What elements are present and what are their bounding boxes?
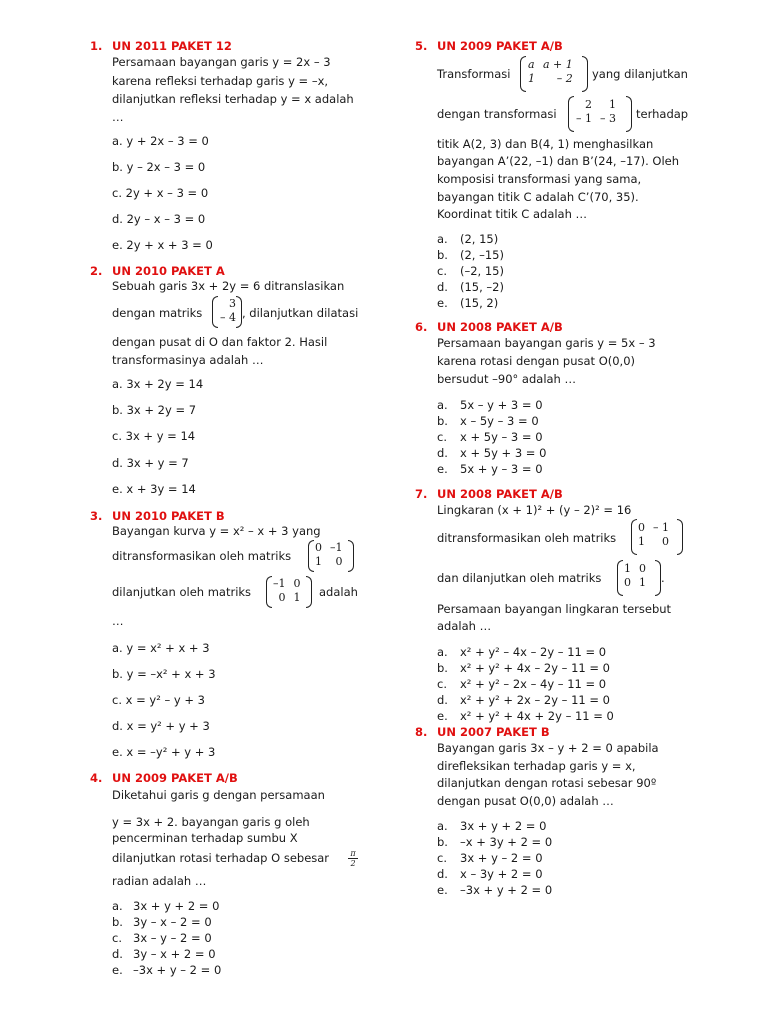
option-letter: e. bbox=[112, 963, 123, 977]
option-d: (15, –2) bbox=[460, 280, 504, 294]
option-letter: c. bbox=[437, 851, 447, 865]
question-number: 8. bbox=[415, 725, 428, 739]
question-text: dengan transformasi bbox=[437, 107, 557, 121]
option-a: x² + y² – 4x – 2y – 11 = 0 bbox=[460, 645, 607, 659]
pi-over-2-fraction: $\frac{\pi}{2}$ bbox=[348, 849, 358, 868]
option-d: d. 3x + y = 7 bbox=[112, 456, 189, 470]
option-letter: e. bbox=[437, 462, 448, 476]
option-letter: c. bbox=[437, 264, 447, 278]
question-text: pencerminan terhadap sumbu X bbox=[112, 831, 298, 845]
question-text: , dilanjutkan dilatasi bbox=[242, 306, 359, 320]
option-letter: c. bbox=[112, 931, 122, 945]
matrix-1: a a + 1 1 – 2 bbox=[520, 56, 588, 92]
question-heading: UN 2011 PAKET 12 bbox=[112, 39, 232, 53]
option-letter: d. bbox=[437, 693, 448, 707]
question-text: Koordinat titik C adalah … bbox=[437, 207, 588, 221]
question-heading: UN 2007 PAKET B bbox=[437, 725, 550, 739]
question-text: dilanjutkan oleh matriks bbox=[112, 585, 252, 599]
question-text: Lingkaran (x + 1)² + (y – 2)² = 16 bbox=[437, 503, 632, 517]
option-letter: a. bbox=[437, 645, 448, 659]
question-text: . bbox=[661, 571, 665, 585]
question-text: adalah bbox=[319, 585, 358, 599]
question-text: yang dilanjutkan bbox=[592, 67, 688, 81]
question-text: Persamaan bayangan lingkaran tersebut bbox=[437, 602, 672, 616]
option-b: –x + 3y + 2 = 0 bbox=[460, 835, 553, 849]
option-c: (–2, 15) bbox=[460, 264, 504, 278]
option-letter: a. bbox=[437, 819, 448, 833]
option-e: 5x + y – 3 = 0 bbox=[460, 462, 543, 476]
option-c: c. x = y² – y + 3 bbox=[112, 693, 205, 707]
option-c: 3x + y – 2 = 0 bbox=[460, 851, 543, 865]
matrix-1: 0 – 1 1 0 bbox=[631, 519, 683, 555]
question-number: 3. bbox=[90, 509, 103, 523]
option-b: b. y = –x² + x + 3 bbox=[112, 667, 216, 681]
question-heading: UN 2008 PAKET A/B bbox=[437, 320, 563, 334]
question-text: titik A(2, 3) dan B(4, 1) menghasilkan bbox=[437, 137, 654, 151]
option-d: x² + y² + 2x – 2y – 11 = 0 bbox=[460, 693, 610, 707]
option-e: –3x + y – 2 = 0 bbox=[133, 963, 222, 977]
question-text: Persamaan bayangan garis y = 5x – 3 bbox=[437, 336, 656, 350]
question-text: karena rotasi dengan pusat O(0,0) bbox=[437, 354, 636, 368]
option-letter: c. bbox=[437, 677, 447, 691]
question-text: terhadap bbox=[636, 107, 689, 121]
option-b: x² + y² + 4x – 2y – 11 = 0 bbox=[460, 661, 610, 675]
question-text: Persamaan bayangan garis y = 2x – 3 bbox=[112, 55, 331, 69]
question-number: 6. bbox=[415, 320, 428, 334]
option-letter: e. bbox=[437, 883, 448, 897]
question-text: y = 3x + 2. bayangan garis g oleh bbox=[112, 815, 310, 829]
option-b: (2, –15) bbox=[460, 248, 504, 262]
question-text: komposisi transformasi yang sama, bbox=[437, 172, 642, 186]
question-text: dilanjutkan rotasi terhadap O sebesar bbox=[112, 851, 330, 865]
question-text: bayangan A’(22, –1) dan B’(24, –17). Oleh bbox=[437, 154, 679, 168]
option-letter: a. bbox=[437, 232, 448, 246]
option-a: a. y = x² + x + 3 bbox=[112, 641, 210, 655]
option-letter: d. bbox=[437, 280, 448, 294]
option-c: 3x – y – 2 = 0 bbox=[133, 931, 212, 945]
option-letter: e. bbox=[437, 296, 448, 310]
option-letter: b. bbox=[437, 661, 448, 675]
option-d: d. 2y – x – 3 = 0 bbox=[112, 212, 206, 226]
question-text: Sebuah garis 3x + 2y = 6 ditranslasikan bbox=[112, 279, 345, 293]
question-text: Diketahui garis g dengan persamaan bbox=[112, 788, 325, 802]
option-letter: d. bbox=[437, 867, 448, 881]
question-heading: UN 2009 PAKET A/B bbox=[437, 39, 563, 53]
option-e: –3x + y + 2 = 0 bbox=[460, 883, 553, 897]
option-a: a. y + 2x – 3 = 0 bbox=[112, 134, 209, 148]
question-text: dengan pusat di O dan faktor 2. Hasil bbox=[112, 335, 328, 349]
question-number: 1. bbox=[90, 39, 103, 53]
option-b: b. 3x + 2y = 7 bbox=[112, 403, 197, 417]
question-text: Bayangan garis 3x – y + 2 = 0 apabila bbox=[437, 741, 659, 755]
option-letter: a. bbox=[112, 899, 123, 913]
question-text: … bbox=[112, 110, 124, 124]
matrix-2: –1 0 0 1 bbox=[266, 576, 312, 608]
option-letter: a. bbox=[437, 398, 448, 412]
question-heading: UN 2010 PAKET B bbox=[112, 509, 225, 523]
question-text: adalah … bbox=[437, 619, 492, 633]
option-d: 3y – x + 2 = 0 bbox=[133, 947, 216, 961]
question-text: dengan pusat O(0,0) adalah … bbox=[437, 794, 614, 808]
option-d: x + 5y + 3 = 0 bbox=[460, 446, 547, 460]
option-letter: c. bbox=[437, 430, 447, 444]
question-text: karena refleksi terhadap garis y = –x, bbox=[112, 74, 329, 88]
question-heading: UN 2010 PAKET A bbox=[112, 264, 225, 278]
matrix-1: 0 –1 1 0 bbox=[308, 540, 354, 572]
option-e: x² + y² + 4x + 2y – 11 = 0 bbox=[460, 709, 614, 723]
matrix-2: 1 0 0 1 bbox=[617, 560, 661, 596]
question-text: ditransformasikan oleh matriks bbox=[437, 531, 617, 545]
option-e: e. x = –y² + y + 3 bbox=[112, 745, 216, 759]
option-b: x – 5y – 3 = 0 bbox=[460, 414, 539, 428]
option-a: 3x + y + 2 = 0 bbox=[133, 899, 220, 913]
option-c: x² + y² – 2x – 4y – 11 = 0 bbox=[460, 677, 607, 691]
option-letter: b. bbox=[437, 414, 448, 428]
question-number: 7. bbox=[415, 487, 428, 501]
option-letter: b. bbox=[437, 248, 448, 262]
option-c: c. 3x + y = 14 bbox=[112, 429, 196, 443]
question-text: … bbox=[112, 614, 124, 628]
question-text: Transformasi bbox=[437, 67, 511, 81]
question-text: bayangan titik C adalah C’(70, 35). bbox=[437, 190, 639, 204]
question-text: bersudut –90° adalah … bbox=[437, 372, 577, 386]
option-letter: d. bbox=[437, 446, 448, 460]
question-text: dan dilanjutkan oleh matriks bbox=[437, 571, 602, 585]
option-a: 5x – y + 3 = 0 bbox=[460, 398, 543, 412]
question-text: transformasinya adalah … bbox=[112, 353, 264, 367]
question-heading: UN 2008 PAKET A/B bbox=[437, 487, 563, 501]
option-c: x + 5y – 3 = 0 bbox=[460, 430, 543, 444]
translation-matrix: 3 – 4 bbox=[212, 296, 242, 328]
question-text: ditransformasikan oleh matriks bbox=[112, 549, 292, 563]
option-c: c. 2y + x – 3 = 0 bbox=[112, 186, 209, 200]
option-letter: b. bbox=[112, 915, 123, 929]
option-a: 3x + y + 2 = 0 bbox=[460, 819, 547, 833]
matrix-2: 2 1 – 1 – 3 bbox=[568, 96, 632, 132]
question-heading: UN 2009 PAKET A/B bbox=[112, 771, 238, 785]
option-a: (2, 15) bbox=[460, 232, 499, 246]
option-b: 3y – x – 2 = 0 bbox=[133, 915, 212, 929]
option-e: e. 2y + x + 3 = 0 bbox=[112, 238, 213, 252]
question-text: dengan matriks bbox=[112, 306, 203, 320]
option-d: x – 3y + 2 = 0 bbox=[460, 867, 543, 881]
question-number: 2. bbox=[90, 264, 103, 278]
question-number: 4. bbox=[90, 771, 103, 785]
option-b: b. y – 2x – 3 = 0 bbox=[112, 160, 206, 174]
question-text: radian adalah … bbox=[112, 874, 207, 888]
option-e: e. x + 3y = 14 bbox=[112, 482, 196, 496]
question-text: dilanjutkan dengan rotasi sebesar 90º bbox=[437, 776, 657, 790]
option-letter: d. bbox=[112, 947, 123, 961]
question-number: 5. bbox=[415, 39, 428, 53]
question-text: Bayangan kurva y = x² – x + 3 yang bbox=[112, 524, 321, 538]
option-a: a. 3x + 2y = 14 bbox=[112, 377, 204, 391]
option-e: (15, 2) bbox=[460, 296, 499, 310]
question-text: dilanjutkan refleksi terhadap y = x adalah bbox=[112, 92, 354, 106]
question-text: direfleksikan terhadap garis y = x, bbox=[437, 759, 636, 773]
option-letter: e. bbox=[437, 709, 448, 723]
option-d: d. x = y² + y + 3 bbox=[112, 719, 210, 733]
option-letter: b. bbox=[437, 835, 448, 849]
